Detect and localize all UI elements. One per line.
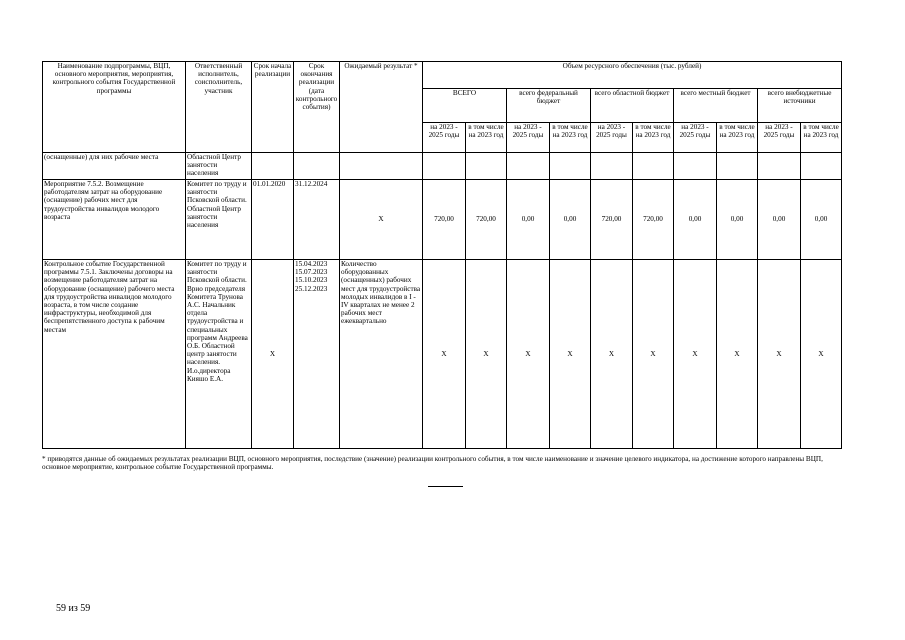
- table-row: [43, 180, 842, 260]
- header-period: на 2023 - 2025 годы: [507, 123, 550, 153]
- page-number: 59 из 59: [56, 603, 91, 614]
- cell-value: [550, 153, 591, 180]
- header-year: в том числе на 2023 год: [717, 123, 758, 153]
- cell-value: X: [423, 260, 466, 449]
- cell-executor: Комитет по труду и занятости Псковской области. Областной Центр занятости населения: [186, 180, 252, 260]
- cell-value: 0,00: [674, 180, 717, 260]
- cell-end: 15.04.2023 15.07.2023 15.10.2023 25.12.2023: [294, 260, 340, 449]
- header-period: на 2023 - 2025 годы: [674, 123, 717, 153]
- cell-executor: Комитет по труду и занятости Псковской области. Врио председателя Комитета Трунова А.С. Начальник отдела трудоустройства и специальных программ Андреева О.Б. Областной центр занятости населения. И.о.директора Кияшо Е.А.: [186, 260, 252, 449]
- cell-value: 720,00: [423, 180, 466, 260]
- header-year: в том числе на 2023 год: [633, 123, 674, 153]
- cell-name: Контрольное событие Государственной программы 7.5.1. Заключены договоры на возмещение работодателям затрат на оборудование (оснащение) рабочего места для трудоустройства инвалидов молодого возраста, в том числе создание инфраструктуры, необходимой для беспрепятственного доступа к рабочим местам: [43, 260, 186, 449]
- header-row-1: [43, 62, 842, 89]
- header-year: в том числе на 2023 год: [550, 123, 591, 153]
- cell-start: [252, 153, 294, 180]
- cell-value: 0,00: [758, 180, 801, 260]
- cell-name: Мероприятие 7.5.2. Возмещение работодателям затрат на оборудование (оснащение) рабочих мест для трудоустройства инвалидов молодого возраста: [43, 180, 186, 260]
- cell-value: X: [674, 260, 717, 449]
- cell-end: [294, 153, 340, 180]
- table-row: [43, 153, 842, 180]
- cell-value: [633, 153, 674, 180]
- cell-result: X: [340, 180, 423, 260]
- resource-table: [42, 61, 842, 449]
- cell-result: [340, 153, 423, 180]
- cell-value: 0,00: [717, 180, 758, 260]
- header-group-federal: всего федеральный бюджет: [507, 89, 591, 123]
- header-period: на 2023 - 2025 годы: [591, 123, 633, 153]
- cell-value: X: [466, 260, 507, 449]
- cell-value: [758, 153, 801, 180]
- header-end: Срок окончания реализации (дата контрольного события): [294, 62, 340, 153]
- cell-value: X: [550, 260, 591, 449]
- cell-value: [423, 153, 466, 180]
- cell-start: X: [252, 260, 294, 449]
- cell-result: Количество оборудованных (оснащенных) рабочих мест для трудоустройства молодых инвалидов в I - IV кварталах не менее 2 рабочих мест ежеквартально: [340, 260, 423, 449]
- cell-value: [507, 153, 550, 180]
- cell-name: (оснащенные) для них рабочие места: [43, 153, 186, 180]
- cell-value: X: [507, 260, 550, 449]
- cell-start: 01.01.2020: [252, 180, 294, 260]
- table-row: [43, 260, 842, 449]
- footnote: * приводятся данные об ожидаемых результатах реализации ВЦП, основного мероприятия, последствие (значение) реализации контрольного события, в том числе наименование и значение целевого индикатора, на достижение которого направлены ВЦП, основное мероприятие, контрольное событие Государственной программы.: [42, 455, 823, 472]
- cell-value: X: [591, 260, 633, 449]
- header-period: на 2023 - 2025 годы: [758, 123, 801, 153]
- cell-value: X: [717, 260, 758, 449]
- cell-value: 0,00: [507, 180, 550, 260]
- cell-value: 720,00: [466, 180, 507, 260]
- cell-value: [717, 153, 758, 180]
- header-year: в том числе на 2023 год: [466, 123, 507, 153]
- cell-value: X: [801, 260, 842, 449]
- header-resources: Объем ресурсного обеспечения (тыс. рублей): [423, 62, 842, 89]
- cell-value: [466, 153, 507, 180]
- header-executor: Ответственный исполнитель, соисполнитель, участник: [186, 62, 252, 153]
- header-name: Наименование подпрограммы, ВЦП, основного мероприятия, мероприятия, контрольного события Государственной программы: [43, 62, 186, 153]
- cell-value: 720,00: [633, 180, 674, 260]
- cell-executor: Областной Центр занятости населения: [186, 153, 252, 180]
- cell-value: X: [633, 260, 674, 449]
- cell-value: X: [758, 260, 801, 449]
- header-group-total: ВСЕГО: [423, 89, 507, 123]
- cell-end: 31.12.2024: [294, 180, 340, 260]
- cell-value: 0,00: [801, 180, 842, 260]
- header-start: Срок начала реализации: [252, 62, 294, 153]
- header-year: в том числе на 2023 год: [801, 123, 842, 153]
- cell-value: [674, 153, 717, 180]
- cell-value: [591, 153, 633, 180]
- header-result: Ожидаемый результат *: [340, 62, 423, 153]
- cell-value: [801, 153, 842, 180]
- header-period: на 2023 - 2025 годы: [423, 123, 466, 153]
- header-group-local: всего местный бюджет: [674, 89, 758, 123]
- cell-value: 0,00: [550, 180, 591, 260]
- header-group-regional: всего областной бюджет: [591, 89, 674, 123]
- cell-value: 720,00: [591, 180, 633, 260]
- header-group-extrabudget: всего внебюджетные источники: [758, 89, 842, 123]
- divider: [428, 486, 463, 487]
